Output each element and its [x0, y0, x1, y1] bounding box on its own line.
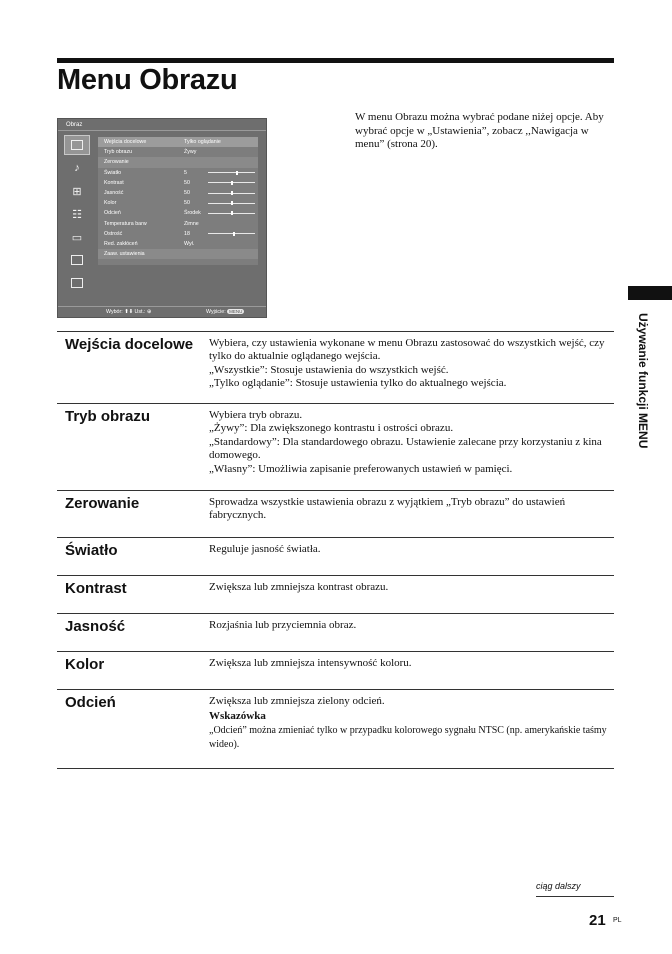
tv-menu-row [98, 229, 258, 239]
option-name: Odcień [65, 694, 116, 711]
pc-icon [64, 250, 90, 270]
tv-row-label: Odcień [104, 210, 121, 217]
grid-icon: ⊞ [72, 185, 82, 198]
tv-menu-row [98, 178, 258, 188]
tv-row-label: Światło [104, 169, 122, 176]
pc-settings-icon [64, 273, 90, 293]
tv-row-label: Zerowanie [104, 159, 129, 166]
tv-menu-sidebar [62, 135, 92, 303]
tv-row-value: Zimne [184, 220, 199, 227]
option-description-line: Zwiększa lub zmniejsza intensywność koloru. [209, 657, 412, 669]
option-name: Zerowanie [65, 495, 140, 512]
option-row [57, 651, 614, 673]
music-note-icon: ♪ [74, 162, 80, 174]
tv-row-value: 5 [184, 169, 187, 176]
tv-row-slider-knob [233, 232, 235, 236]
tv-menu-row [98, 188, 258, 198]
tv-menu-row [98, 219, 258, 229]
option-row [57, 537, 614, 559]
option-description-line: Wybiera tryb obrazu. [209, 409, 303, 421]
nav-hint-text: Wybór: ⬆⬇ Ust.: [106, 309, 146, 315]
tv-exit-hint [206, 309, 244, 315]
tv-row-label: Temperatura barw [104, 220, 147, 227]
tv-menu-row [98, 198, 258, 208]
tv-row-slider-knob [231, 181, 233, 185]
option-row [57, 331, 614, 390]
option-description-line: „Tylko oglądanie”: Stosuje ustawienia tylko do aktualnego wejścia. [209, 377, 507, 390]
menu-badge: MENU [229, 309, 243, 314]
option-description-line: Wybiera, czy ustawienia wykonane w menu Obrazu zastosować do wszystkich wejść, czy tylko do aktualnie oglądanego wejścia. [209, 337, 605, 363]
tv-row-slider [208, 233, 255, 234]
tv-row-value: Wył. [184, 240, 195, 247]
option-description [209, 581, 613, 594]
option-row [57, 403, 614, 475]
tv-menu-row [98, 157, 258, 167]
page-language: PL [613, 917, 622, 924]
tv-menu-row [98, 168, 258, 178]
option-description [209, 657, 613, 670]
option-description-line: Reguluje jasność światła. [209, 543, 321, 555]
option-name: Jasność [65, 618, 126, 635]
option-description-line: „Standardowy”: Dla standardowego obrazu. Ustawienie zalecane przy korzystaniu z kina domowego. [209, 435, 602, 462]
tv-menu-row [98, 137, 258, 147]
tv-row-slider-knob [236, 171, 238, 175]
tv-row-label: Wejścia docelowe [104, 139, 147, 145]
tv-header-line [58, 130, 266, 131]
tv-menu-row [98, 249, 258, 259]
side-tab-marker [628, 286, 672, 300]
tv-row-value: 18 [184, 230, 190, 237]
tv-row-value: 50 [184, 189, 190, 196]
tv-row-label: Tryb obrazu [104, 149, 133, 156]
tv-row-value: Tylko oglądanie [184, 139, 221, 145]
option-description-line: Rozjaśnia lub przyciemnia obraz. [209, 619, 357, 631]
option-name: Tryb obrazu [65, 408, 151, 425]
tv-menu-row [98, 147, 258, 157]
option-description-line: „Własny”: Umożliwia zapisanie preferowanych ustawień w pamięci. [209, 462, 513, 475]
tv-footer-line [58, 306, 266, 307]
option-description-line: „Żywy”: Dla zwiększonego kontrastu i ostrości obrazu. [209, 422, 454, 435]
continued-note: ciąg dalszy [536, 881, 581, 891]
option-name: Kontrast [65, 580, 127, 597]
option-description-line: „Wszystkie”: Stosuje ustawienia do wszystkich wejść. [209, 363, 449, 376]
option-description [209, 543, 613, 556]
option-row [57, 689, 614, 750]
tv-menu-row [98, 208, 258, 218]
option-description [209, 619, 613, 632]
option-description [209, 337, 613, 391]
option-name: Kolor [65, 656, 105, 673]
option-description-line: Zwiększa lub zmniejsza kontrast obrazu. [209, 581, 389, 593]
exit-label: Wyjście: [206, 309, 226, 315]
top-rule [57, 58, 614, 63]
tv-row-label: Kolor [104, 200, 117, 207]
tv-row-value: 50 [184, 200, 190, 207]
side-tab-label: Używanie funkcji MENU [636, 313, 650, 449]
option-description [209, 409, 613, 476]
option-name: Wejścia docelowe [65, 336, 194, 353]
continued-rule [536, 896, 614, 897]
option-name: Światło [65, 542, 118, 559]
tip-text: „Odcień” można zmieniać tylko w przypadku kolorowego sygnału NTSC (np. amerykańskie taśmy wideo). [209, 724, 607, 750]
tv-row-value: 50 [184, 179, 190, 186]
tv-row-label: Jasność [104, 189, 124, 196]
option-description [209, 695, 613, 752]
option-description-line: Zwiększa lub zmniejsza zielony odcień. [209, 695, 385, 707]
tv-row-label: Kontrast [104, 179, 124, 186]
tv-row-slider-knob [231, 201, 233, 205]
list-icon: ☷ [72, 208, 82, 221]
option-row [57, 613, 614, 635]
option-row [57, 490, 614, 522]
tv-menu-panel [98, 137, 258, 265]
tv-row-label: Red. zakłóceń [104, 240, 138, 247]
tv-row-slider [208, 172, 255, 173]
picture-icon [64, 135, 90, 155]
tv-menu-screenshot [57, 118, 267, 318]
option-description [209, 496, 613, 523]
intro-text: W menu Obrazu można wybrać podane niżej opcje. Aby wybrać opcje w „Ustawienia”, zobacz ,,Nawigacja w menu” (strona 20). [355, 111, 604, 150]
tv-menu-row [98, 239, 258, 249]
tv-row-slider-knob [231, 191, 233, 195]
tv-row-slider-knob [231, 211, 233, 215]
tip-title: Wskazówka [209, 710, 266, 723]
page-number: 21 [589, 912, 606, 929]
enter-icon: ⊕ [146, 309, 152, 315]
tv-row-label: Zaaw. ustawienia [104, 251, 145, 258]
table-bottom-rule [57, 768, 614, 769]
page-title: Menu Obrazu [57, 64, 238, 96]
option-description-line: Sprowadza wszystkie ustawienia obrazu z wyjątkiem „Tryb obrazu” do ustawień fabrycznych. [209, 496, 566, 522]
tv-row-label: Ostrość [104, 230, 123, 237]
monitor-icon: ▭ [71, 231, 83, 244]
tv-nav-hint [106, 309, 151, 315]
option-row [57, 575, 614, 597]
tv-row-value: Środek [184, 210, 201, 217]
tv-menu-title: Obraz [66, 122, 83, 128]
tv-row-value: Żywy [184, 149, 197, 156]
